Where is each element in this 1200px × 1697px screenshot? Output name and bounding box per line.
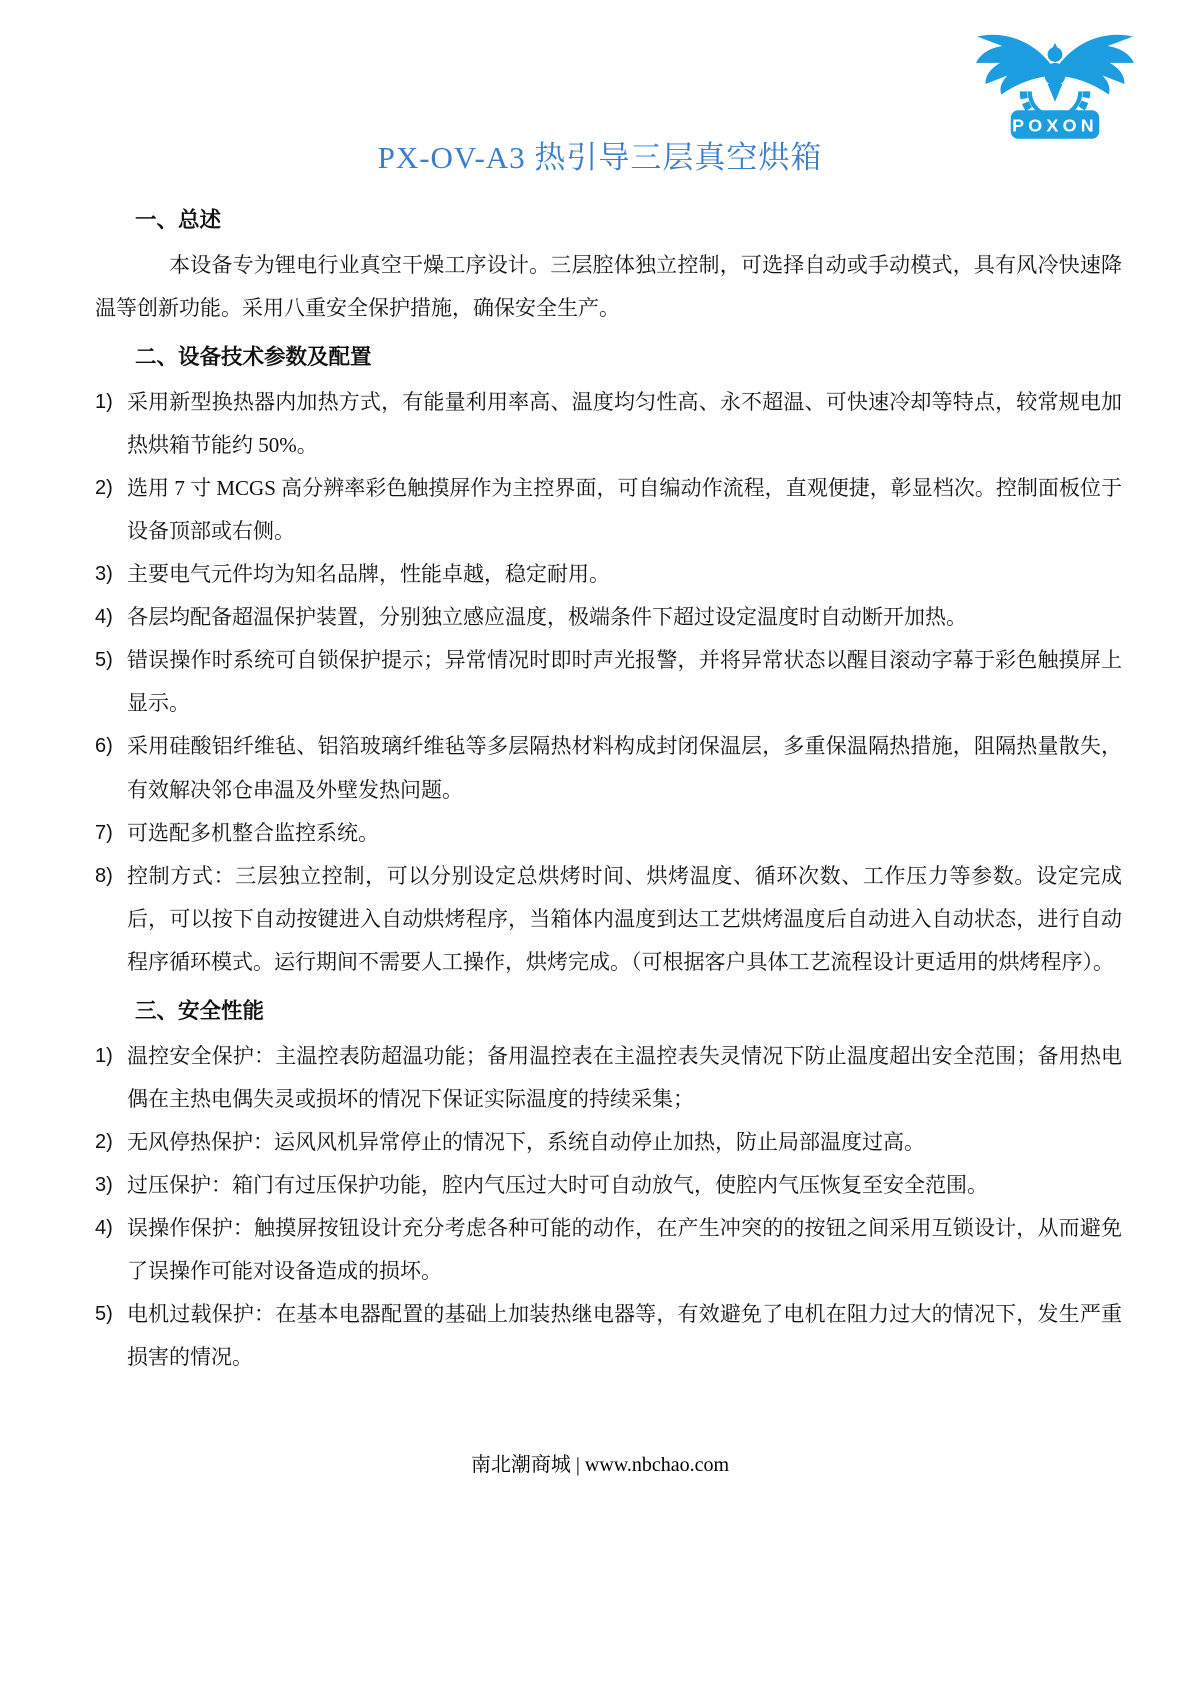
list-item [95,1164,1122,1207]
list-item [95,725,1122,811]
item-text: 温控安全保护：主温控表防超温功能；备用温控表在主温控表失灵情况下防止温度超出安全范围；备用热电偶在主热电偶失灵或损坏的情况下保证实际温度的持续采集； [127,1043,1122,1111]
list-item [95,553,1122,596]
document-body [0,183,1200,1379]
item-text: 误操作保护：触摸屏按钮设计充分考虑各种可能的动作，在产生冲突的的按钮之间采用互锁设计，从而避免了误操作可能对设备造成的损坏。 [127,1215,1122,1283]
item-number: 6) [95,735,113,758]
section-heading: 一、总述 [135,208,222,232]
item-text: 无风停热保护：运风风机异常停止的情况下，系统自动停止加热，防止局部温度过高。 [127,1129,925,1154]
eagle-gear-icon [970,26,1140,144]
item-number: 2) [95,1130,113,1153]
list-item [95,1035,1122,1121]
item-number: 1) [95,391,113,414]
list-item [95,467,1122,553]
item-text: 主要电气元件均为知名品牌，性能卓越，稳定耐用。 [127,562,610,587]
item-text: 电机过载保护：在基本电器配置的基础上加装热继电器等，有效避免了电机在阻力过大的情况下，发生严重损害的情况。 [127,1302,1122,1370]
item-text: 采用新型换热器内加热方式，有能量利用率高、温度均匀性高、永不超温、可快速冷却等特点，较常规电加热烘箱节能约 50%。 [127,390,1122,458]
item-number: 7) [95,821,113,844]
footer [0,1448,1200,1477]
section-heading: 三、安全性能 [135,998,265,1023]
paragraph: 本设备专为锂电行业真空干燥工序设计。三层腔体独立控制，可选择自动或手动模式，具有风冷快速降温等创新功能。采用八重安全保护措施，确保安全生产。 [95,253,1122,321]
list-item [95,1293,1122,1379]
list-item [95,381,1122,467]
item-number: 1) [95,1044,113,1067]
list-item [95,812,1122,855]
item-text: 过压保护：箱门有过压保护功能，腔内气压过大时可自动放气，使腔内气压恢复至安全范围。 [127,1172,988,1197]
item-number: 3) [95,563,113,586]
item-number: 8) [95,864,113,887]
item-text: 错误操作时系统可自锁保护提示；异常情况时即时声光报警，并将异常状态以醒目滚动字幕于彩色触摸屏上显示。 [127,648,1122,716]
item-text: 各层均配备超温保护装置，分别独立感应温度，极端条件下超过设定温度时自动断开加热。 [127,605,967,630]
item-text: 采用硅酸铝纤维毡、铝箔玻璃纤维毡等多层隔热材料构成封闭保温层，多重保温隔热措施，阻隔热量散失，有效解决邻仓串温及外壁发热问题。 [127,734,1122,802]
poxon-logo [970,26,1140,144]
item-number: 4) [95,606,113,629]
item-text: 控制方式：三层独立控制，可以分别设定总烘烤时间、烘烤温度、循环次数、工作压力等参数。设定完成后，可以按下自动按键进入自动烘烤程序，当箱体内温度到达工艺烘烤温度后自动进入自动状态，进行自动程序循环模式。运行期间不需要人工操作，烘烤完成。（可根据客户具体工艺流程设计更适用的烘烤程序）。 [127,863,1122,974]
list-item [95,855,1122,984]
list-item [95,1207,1122,1293]
page-title: PX-OV-A3 热引导三层真空烘箱 [377,140,823,175]
item-text: 可选配多机整合监控系统。 [127,820,379,845]
list-item [95,1121,1122,1164]
list-item [95,596,1122,639]
footer-text: 南北潮商城 | www.nbchao.com [470,1454,730,1476]
list-item [95,639,1122,725]
item-number: 2) [95,477,113,500]
item-number: 5) [95,1303,113,1326]
item-number: 4) [95,1216,113,1239]
item-number: 5) [95,649,113,672]
item-text: 选用 7 寸 MCGS 高分辨率彩色触摸屏作为主控界面，可自编动作流程，直观便捷，彰显档次。控制面板位于设备顶部或右侧。 [127,476,1122,544]
item-number: 3) [95,1173,113,1196]
section-heading: 二、设备技术参数及配置 [135,345,372,370]
logo-brand-text: POXON [1012,115,1098,136]
